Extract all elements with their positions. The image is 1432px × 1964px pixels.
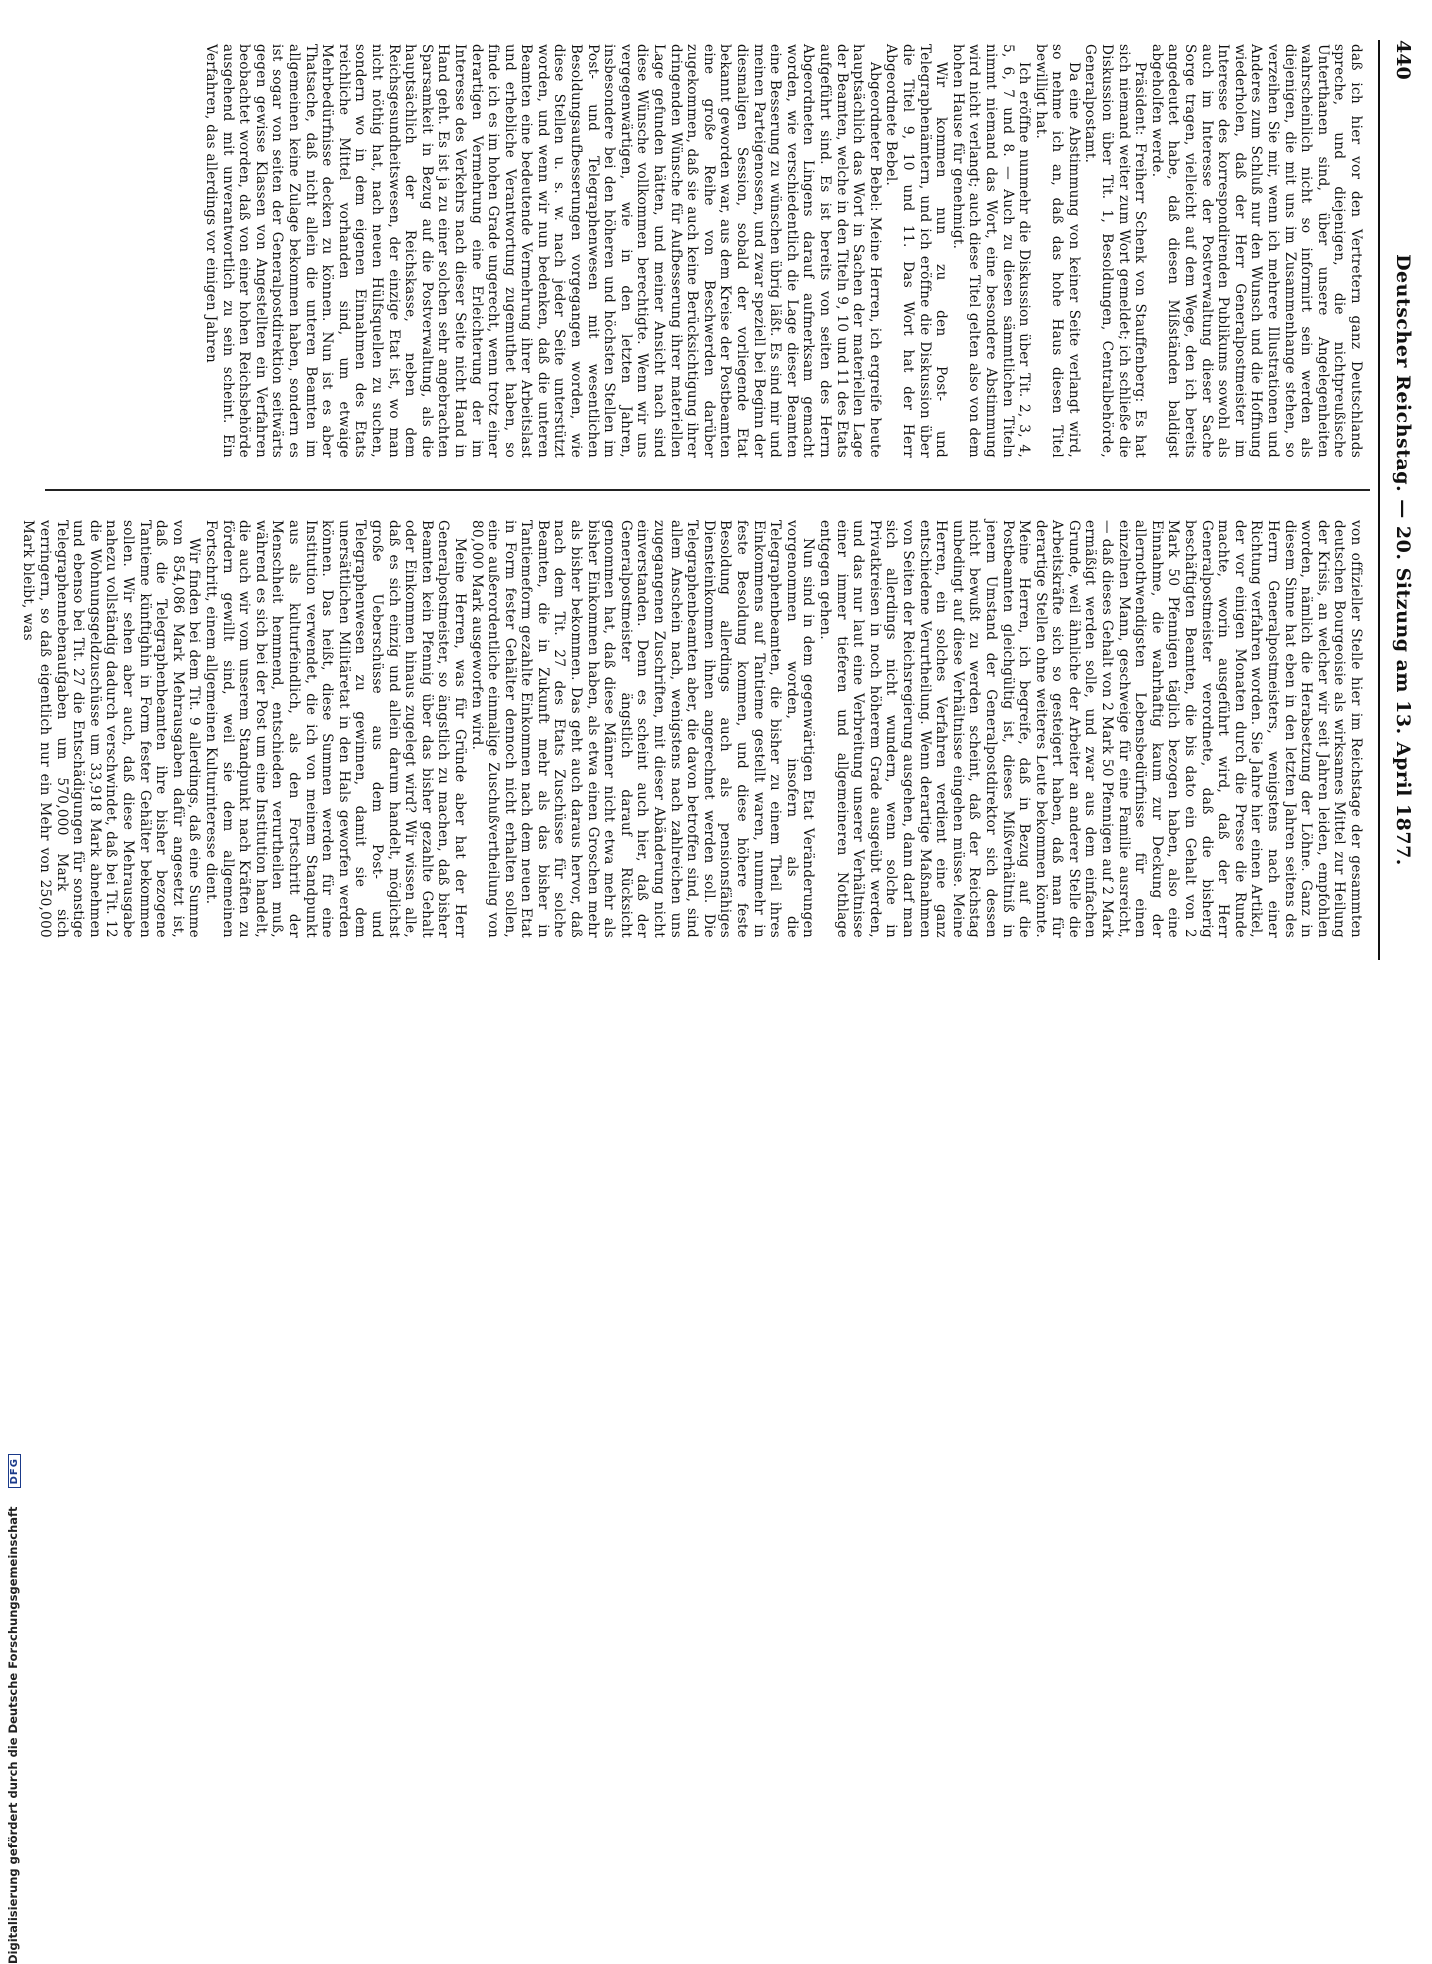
paragraph: Meine Herren, was für Gründe aber hat der Herr Generalpostmeister, so ängstlich zu machen, daß bisher Beamten kein Pfennig über das bisher gezahlte Gehalt oder Einkommen hinaus zugelegt wird? Wir wissen alle, daß es sich einzig und allein darum handelt, möglichst große Ueberschüsse aus dem Post- und Telegraphenwesen zu gewinnen, damit sie dem unersättlichen Militäretat in den Hals geworfen werden können. Das heißt, diese Summen werden für eine Institution verwendet, die ich von meinem Standpunkt aus als kulturfeindlich, als den Fortschritt der Menschheit hemmend, entschieden verurtheilen muß, während es sich bei der Post um eine Institution handelt, die auch wir vom unserem Standpunkt nach Kräften zu fördern gewillt sind, weil sie dem allgemeinen Fortschritt, einem allgemeinen Kulturinteresse dient. xyxy=(203,520,468,938)
paragraph: Da eine Abstimmung von keiner Seite verlangt wird, so nehme ich an, daß das hohe Haus diesen Titel bewilligt hat. xyxy=(1032,44,1082,458)
paragraph: Nun sind in dem gegenwärtigen Etat Veränderungen vorgenommen worden, insofern als die Telegraphenbeamten, die bisher zu einem Theil ihres Einkommens auf Tantieme gestellt waren, nunmehr in feste Besoldung kommen, und diese höhere feste Besoldung allerdings auch als pensionsfähiges Diensteinkommen ihnen angerechnet werden soll. Die Telegraphenbeamten aber, die davon betroffen sind, sind allem Anschein nach, wenigstens nach zahlreichen uns zugegangenen Zuschriften, mit dieser Abänderung nicht einverstanden. Denn es scheint auch hier, daß der Generalpostmeister ängstlich darauf Rücksicht genommen hat, daß diese Männer nicht etwa mehr als bisher Einkommen haben, als etwa einen Groschen mehr als bisher bekommen. Das geht auch daraus hervor, daß nach dem Tit. 27 des Etats Zuschüsse für solche Beamten, die in Zukunft mehr als das bisher in Tantiemeform gezahlte Einkommen nach dem neuen Etat in Form fester Gehälter dennoch nicht erhalten sollen, eine außerordentliche einmalige Zuschußvertheilung von 80,000 Mark ausgeworfen wird. xyxy=(468,520,817,938)
page-number: 440 xyxy=(1392,40,1414,80)
credit-text: Digitalisierung gefördert durch die Deutsche Forschungsgemeinschaft xyxy=(6,1506,20,1964)
paragraph: Abgeordneter Bebel: Meine Herren, ich ergreife heute hauptsächlich das Wort in Sachen der materiellen Lage der Beamten, welche in den Titeln 9, 10 und 11 des Etats aufgeführt sind. Es ist bereits von seiten des Herrn Abgeordneten Lingens darauf aufmerksam gemacht worden, wie verschiedentlich die Lage dieser Beamten eine Besserung zu wünschen übrig läßt. Es sind mir und meinen Parteigenossen, und zwar speziell bei Beginn der diesmaligen Session, sobald der vorliegende Etat bekannt geworden war, aus dem Kreise der Postbeamten eine große Reihe von Beschwerden darüber zugekommen, daß sie auch keine Berücksichtigung ihrer dringenden Wünsche für Aufbesserung ihrer materiellen Lage gefunden hätten, und meiner Ansicht nach sind diese Wünsche vollkommen berechtigte. Wenn wir uns vergegenwärtigen, wie in den letzten Jahren, insbesondere bei den höheren und höchsten Stellen im Post- und Telegraphenwesen mit wesentlichen Besoldungsaufbesserungen vorgegangen worden, wie diese Stellen u. s. w. nach jeder Seite unterstützt worden, und wenn wir nun bedenken, daß die unteren Beamten eine bedeutende Vermehrung ihrer Arbeitslast und erhebliche Verantwortung zugemuthet haben, so finde ich es im hohen Grade ungerecht, wenn trotz einer derartigen Vermehrung eine Erleichterung der im Interesse des Verkehrs nach dieser Seite nicht Hand in Hand geht. Es ist ja zu einer solchen sehr angebrachten Sparsamkeit in Bezug auf die Postverwaltung, als die hauptsächlich der Reichskasse, neben dem Reichsgesundheitswesen, der einzige Etat ist, wo man nicht nöthig hat, nach neuen Hülfsquellen zu suchen, sondern wo in dem eigenen Einnahmen des Etats reichliche Mittel vorhanden sind, um etwaige Mehrbedürfnisse decken zu können. Nun ist es aber Thatsache, daß nicht allein die unteren Beamten im allgemeinen keine Zulage bekommen haben, sondern es ist sogar von seiten der Generalpostdirektion seitwärts gegen gewisse Klassen von Angestellten ein Verfahren beobachtet worden, daß von einer hohen Reichsbehörde ausgehend mit unverantwortlich zu sein scheint. Ein Verfahren, das allerdings vor einigen Jahren xyxy=(203,44,883,458)
paragraph: daß ich hier vor den Vertretern ganz Deutschlands spreche, und diejenigen, die nichtpreußische Unterthanen sind, über unsere Angelegenheiten wahrscheinlich nicht so informirt sein werden als diejenigen, die mit uns im Zusammenhange stehen, so verzeihen Sie mir, wenn ich mehrere Illustrationen und Anderes zum Schluß nur den Wunsch und die Hoffnung wiederholen, daß der Herr Generalpostmeister im Interesse des korrespondirenden Publikums sowohl als auch im Interesse der Postverwaltung dieser Sache Sorge tragen, vielleicht auf dem Wege, den ich bereits angedeutet habe, daß diesen Mißständen baldigst abgeholfen werde. xyxy=(1148,44,1364,458)
paragraph: Ich eröffne nunmehr die Diskussion über Tit. 2, 3, 4, 5, 6, 7 und 8. — Auch zu diesen sämmtlichen Titeln nimmt niemand das Wort, eine besondere Abstimmung wird nicht verlangt; auch diese Titel gelten also von dem hohen Hause für genehmigt. xyxy=(949,44,1033,458)
paragraph: Wir finden bei dem Tit. 9 allerdings, daß eine Summe von 854,086 Mark Mehrausgaben dafür angesetzt ist, daß die Telegraphenbeamten ihre bisher bezogene Tantieme künftighin in Form fester Gehälter bekommen sollen. Wir sehen aber auch, daß diese Mehrausgabe nahezu vollständig dadurch verschwindet, daß bei Tit. 12 die Wohnungsgeldzuschüsse um 33,918 Mark abnehmen und ebenso bei Tit. 27 die Entschädigungen für sonstige Telegraphennebenaufgaben um 570,000 Mark sich verringern, so daß eigentlich nur ein Mehr von 250,000 Mark bleibt, was xyxy=(20,520,203,938)
header-rule xyxy=(1378,40,1380,960)
digitization-credit xyxy=(0,964,1432,1964)
credit-line xyxy=(6,964,26,1964)
dfg-logo: DFG xyxy=(8,1454,21,1488)
column-divider xyxy=(45,489,1370,491)
left-column xyxy=(44,44,1364,458)
paragraph: Wir kommen nun zu den Post- und Telegraphenämtern, und ich eröffne die Diskussion über die Titel 9, 10 und 11. Das Wort hat der Herr Abgeordnete Bebel. xyxy=(883,44,950,458)
page-header xyxy=(1382,40,1414,960)
running-title: Deutscher Reichstag. — 20. Sitzung am 13. April 1877. xyxy=(1392,254,1414,866)
paragraph: Präsident: Freiherr Schenk von Stauffenberg: Es hat sich niemand weiter zum Wort gemeldet; ich schließe die Diskussion über Tit. 1, Besoldungen, Centralbehörde, Generalpostamt. xyxy=(1082,44,1149,458)
right-column xyxy=(20,520,1364,938)
paragraph: von offizieller Stelle hier im Reichstage der gesammten deutschen Bourgeoisie als wirksames Mittel zur Heilung der Krisis, an welcher wir seit Jahren leiden, empfohlen worden, nämlich die Herabsetzung der Löhne. Ganz in diesem Sinne hat eben in den letzten Jahren seitens des Herrn Generalpostmeisters, wenigstens nach einer Richtung verfahren worden. Sie Jahre hier einen Artikel, der vor einigen Monaten durch die Presse die Runde machte, worin ausgeführt wird, daß der Herr Generalpostmeister verordnete, daß die bisherig beschäftigten Beamten, die bis dato ein Gehalt von 2 Mark 50 Pfennigen täglich bezogen haben, also eine Einnahme, die wahrhaftig kaum zur Deckung der allernothwendigsten Lebensbedürfnisse für einen einzelnen Mann, geschweige für eine Familie ausreicht, — daß dieses Gehalt von 2 Mark 50 Pfennigen auf 2 Mark ermäßigt werden solle, und zwar aus dem einfachen Grunde, weil ähnliche der Arbeiter an anderer Stelle die Arbeitskräfte sich so gesteigert haben, daß man für derartige Stellen ohne weiteres Leute bekommen könnte. Meine Herren, ich begreife, daß in Bezug auf die Postbeamten gleichgültig ist, dieses Mißverhältniß in jenem Umstand der Generalpostdirektor sich dessen nicht bewußt zu werden scheint, daß der Reichstag unbedingt auf diese Verhältnisse eingehen müsse. Meine Herren, ein solches Verfahren verdient eine ganz entschiedene Verurtheilung. Wenn derartige Maßnahmen von Seiten der Reichsregierung ausgehen, dann darf man sich allerdings nicht wundern, wenn solche in Privatkreisen in noch höherem Grade ausgeübt werden, und das nur laut eine Verbreitung unserer Verhältnisse einer immer tieferen und allgemeineren Nothlage entgegen gehen. xyxy=(817,520,1364,938)
